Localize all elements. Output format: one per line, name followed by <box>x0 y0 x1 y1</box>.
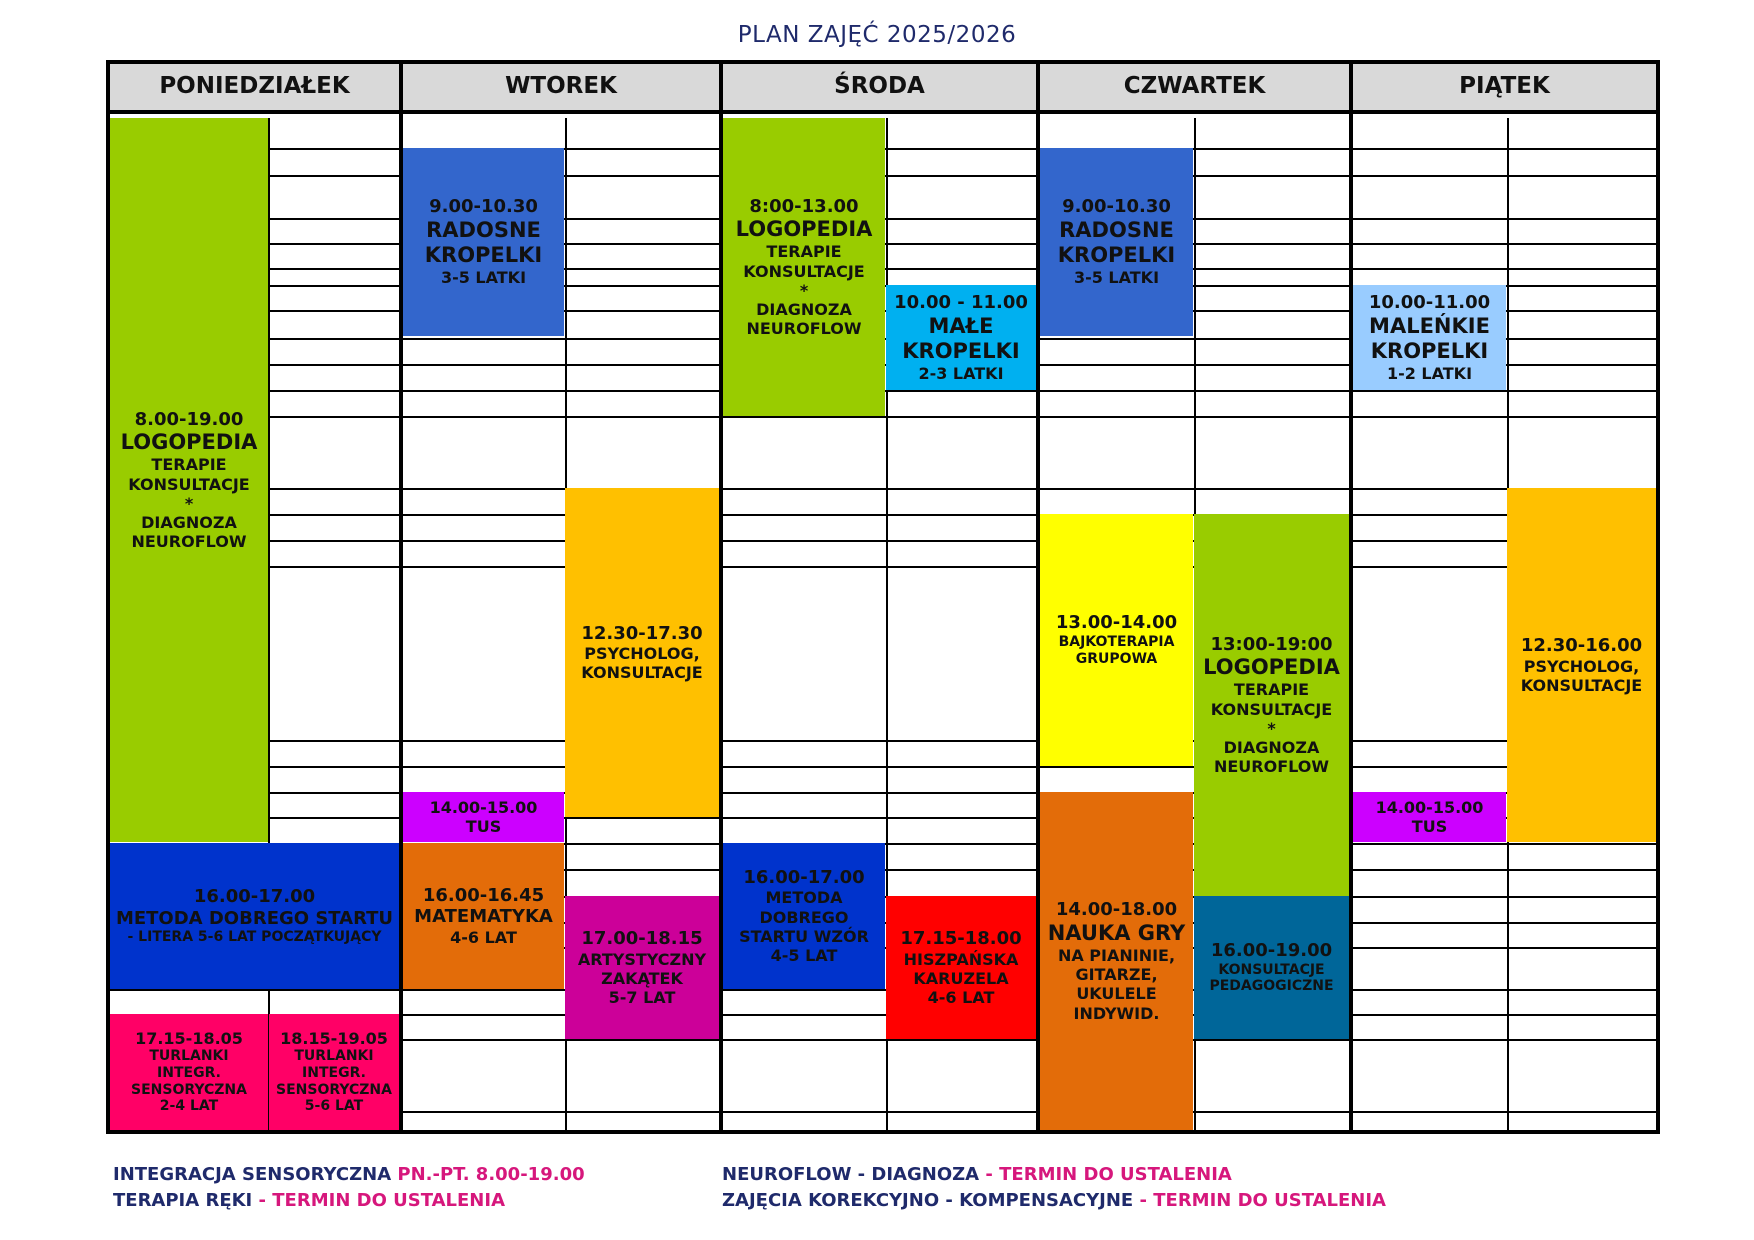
block-time: 14.00-15.00 <box>1375 797 1484 817</box>
block-time: 14.00-15.00 <box>429 797 538 817</box>
block-line: * <box>1267 718 1276 738</box>
block-line: ARTYSTYCZNY <box>577 949 707 969</box>
block-name: LOGOPEDIA <box>735 217 873 242</box>
block-name: KROPELKI <box>1370 338 1489 363</box>
block-line: INDYWID. <box>1073 1003 1160 1023</box>
block-line: DIAGNOZA <box>141 512 237 532</box>
day-divider <box>1349 60 1353 1134</box>
block-sub: 3-5 LATKI <box>440 268 527 288</box>
legend-value: PN.-PT. 8.00-19.00 <box>397 1164 585 1185</box>
block-line: NA PIANINIE, <box>1057 946 1176 966</box>
block-line: UKULELE <box>1076 984 1157 1004</box>
block-time: 17.00-18.15 <box>581 927 703 949</box>
block-time: 9.00-10.30 <box>429 196 538 218</box>
grid-row-line <box>110 989 1656 991</box>
block-line: BAJKOTERAPIA <box>1058 634 1175 650</box>
day-header-thursday: CZWARTEK <box>1040 62 1349 114</box>
block-line: METODA <box>765 888 843 908</box>
block-name: RADOSNE <box>426 218 541 243</box>
legend-value: - TERMIN DO USTALENIA <box>979 1164 1232 1185</box>
friday-tus-block[interactable] <box>1353 792 1506 842</box>
block-name: KROPELKI <box>424 243 543 268</box>
block-sub: TUS <box>1411 817 1448 836</box>
thursday-pedagogiczne-block[interactable] <box>1194 896 1349 1039</box>
block-line: 5-7 LAT <box>608 987 676 1007</box>
block-line: NEUROFLOW <box>1213 757 1330 777</box>
page-title: PLAN ZAJĘĆ 2025/2026 <box>737 22 1017 48</box>
legend-label: ZAJĘCIA KOREKCYJNO - KOMPENSACYJNE <box>722 1190 1134 1211</box>
block-line: TURLANKI <box>149 1048 229 1064</box>
block-sub: - LITERA 5-6 LAT POCZĄTKUJĄCY <box>127 929 382 946</box>
block-time: 16.00-16.45 <box>422 884 545 906</box>
legend-row <box>113 1188 585 1214</box>
block-line: KONSULTACJE <box>1520 675 1643 695</box>
block-line: NEUROFLOW <box>746 319 862 339</box>
wednesday-male-kropelki-block[interactable] <box>886 285 1036 390</box>
block-time: 18.15-19.05 <box>280 1028 388 1048</box>
grid-row-line <box>110 740 1656 742</box>
legend-left <box>113 1162 585 1214</box>
grid-row-line <box>110 514 1656 516</box>
block-line: 4-5 LAT <box>770 945 838 965</box>
block-time: 8:00-13.00 <box>749 195 859 217</box>
block-line: KONSULTACJE <box>581 663 703 683</box>
block-line: PSYCHOLOG, <box>584 644 700 664</box>
block-line: * <box>184 493 194 513</box>
day-header-wednesday: ŚRODA <box>723 62 1036 114</box>
day-header-friday: PIĄTEK <box>1353 62 1656 114</box>
tuesday-tus-block[interactable] <box>403 792 564 842</box>
grid-row-line <box>110 566 1656 568</box>
block-time: 12.30-16.00 <box>1520 635 1643 657</box>
block-time: 13.00-14.00 <box>1055 612 1178 634</box>
grid-row-line <box>110 540 1656 542</box>
block-line: 4-6 LAT <box>927 987 995 1007</box>
block-line: 5-6 LAT <box>304 1098 364 1115</box>
thursday-logopedia-block[interactable] <box>1194 514 1349 896</box>
block-time: 16.00-17.00 <box>743 866 865 888</box>
block-time: 17.15-18.00 <box>900 927 1022 949</box>
tuesday-psycholog-block[interactable] <box>565 488 719 817</box>
block-line: ZAKĄTEK <box>601 968 683 988</box>
block-line: KONSULTACJE <box>1218 961 1325 978</box>
tuesday-matematyka-block[interactable] <box>403 843 564 989</box>
block-line: HISZPAŃSKA <box>903 949 1019 969</box>
legend-row <box>722 1162 1386 1188</box>
block-time: 10.00 - 11.00 <box>894 291 1028 313</box>
block-line: DIAGNOZA <box>756 299 852 319</box>
block-sub: 1-2 LATKI <box>1386 363 1473 383</box>
monday-logopedia-block[interactable] <box>110 118 268 842</box>
block-sub: TUS <box>465 817 502 836</box>
legend-row <box>113 1162 585 1188</box>
block-time: 8.00-19.00 <box>134 408 244 430</box>
block-line: 2-4 LAT <box>159 1098 219 1115</box>
block-time: 13:00-19:00 <box>1210 633 1333 655</box>
legend-row <box>722 1188 1386 1214</box>
block-name: LOGOPEDIA <box>120 430 258 455</box>
block-line: SENSORYCZNA <box>131 1081 247 1098</box>
block-name: MAŁE <box>928 313 994 338</box>
block-line: INTEGR. <box>157 1064 221 1081</box>
thursday-nauka-gry-block[interactable] <box>1040 792 1193 1130</box>
block-line: DOBREGO <box>759 907 849 927</box>
grid-row-line <box>110 488 1656 490</box>
block-sub: 2-3 LATKI <box>918 363 1004 383</box>
block-line: KONSULTACJE <box>128 474 250 494</box>
legend-right <box>722 1162 1386 1214</box>
block-line: PSYCHOLOG, <box>1523 656 1640 676</box>
block-line: STARTU WZÓR <box>739 926 869 946</box>
block-time: 14.00-18.00 <box>1055 899 1178 921</box>
block-name: RADOSNE <box>1059 218 1174 243</box>
wednesday-mds-block[interactable] <box>723 843 885 989</box>
legend-label: TERAPIA RĘKI <box>113 1190 253 1211</box>
block-time: 16.00-19.00 <box>1210 939 1333 961</box>
block-line: TERAPIE <box>151 455 227 475</box>
grid-row-line <box>110 416 1656 418</box>
block-name: METODA DOBREGO STARTU <box>115 907 394 929</box>
legend-value: - TERMIN DO USTALENIA <box>252 1190 506 1211</box>
tuesday-artystyczny-block[interactable] <box>565 896 719 1039</box>
thursday-radosne-kropelki-block[interactable] <box>1040 148 1193 336</box>
block-line: KONSULTACJE <box>743 261 865 281</box>
block-line: TERAPIE <box>766 242 842 262</box>
friday-malenkie-kropelki-block[interactable] <box>1353 285 1506 390</box>
block-line: TURLANKI <box>294 1048 374 1064</box>
block-time: 16.00-17.00 <box>193 886 316 907</box>
monday-turlanki-1-block[interactable] <box>110 1014 268 1130</box>
block-line: GRUPOWA <box>1075 650 1158 667</box>
block-time: 12.30-17.30 <box>581 622 703 644</box>
block-line: TERAPIE <box>1233 680 1310 700</box>
block-time: 17.15-18.05 <box>135 1028 243 1048</box>
thursday-bajkoterapia-block[interactable] <box>1040 514 1193 766</box>
day-header-monday: PONIEDZIAŁEK <box>110 62 399 114</box>
day-header-tuesday: WTOREK <box>403 62 719 114</box>
friday-psycholog-block[interactable] <box>1507 488 1656 842</box>
block-sub: 3-5 LATKI <box>1073 268 1160 288</box>
monday-mds-block[interactable] <box>110 843 399 989</box>
wednesday-hiszpanska-block[interactable] <box>886 896 1036 1039</box>
legend-value: - TERMIN DO USTALENIA <box>1133 1190 1386 1211</box>
block-time: 9.00-10.30 <box>1062 196 1171 218</box>
block-name: NAUKA GRY <box>1047 920 1186 945</box>
tuesday-radosne-kropelki-block[interactable] <box>403 148 564 336</box>
block-line: * <box>799 280 809 300</box>
block-line: INTEGR. <box>302 1064 366 1081</box>
block-sub: 4-6 LAT <box>450 928 517 947</box>
block-line: GITARZE, <box>1075 965 1158 985</box>
legend-label: INTEGRACJA SENSORYCZNA <box>113 1164 398 1185</box>
block-line: NEUROFLOW <box>131 532 247 552</box>
block-name: MATEMATYKA <box>414 906 553 928</box>
block-line: PEDAGOGICZNE <box>1209 978 1334 995</box>
grid-row-line <box>110 766 1656 768</box>
block-line: SENSORYCZNA <box>276 1081 392 1098</box>
block-name: KROPELKI <box>902 338 1020 363</box>
block-name: KROPELKI <box>1057 243 1176 268</box>
monday-turlanki-2-block[interactable] <box>269 1014 399 1130</box>
wednesday-logopedia-block[interactable] <box>723 118 885 416</box>
legend-label: NEUROFLOW - DIAGNOZA <box>722 1164 980 1185</box>
block-line: DIAGNOZA <box>1223 737 1320 757</box>
block-line: KARUZELA <box>913 968 1009 988</box>
block-name: LOGOPEDIA <box>1203 655 1340 680</box>
block-name: MALEŃKIE <box>1369 313 1490 338</box>
block-line: KONSULTACJE <box>1210 699 1333 719</box>
block-time: 10.00-11.00 <box>1368 291 1491 313</box>
